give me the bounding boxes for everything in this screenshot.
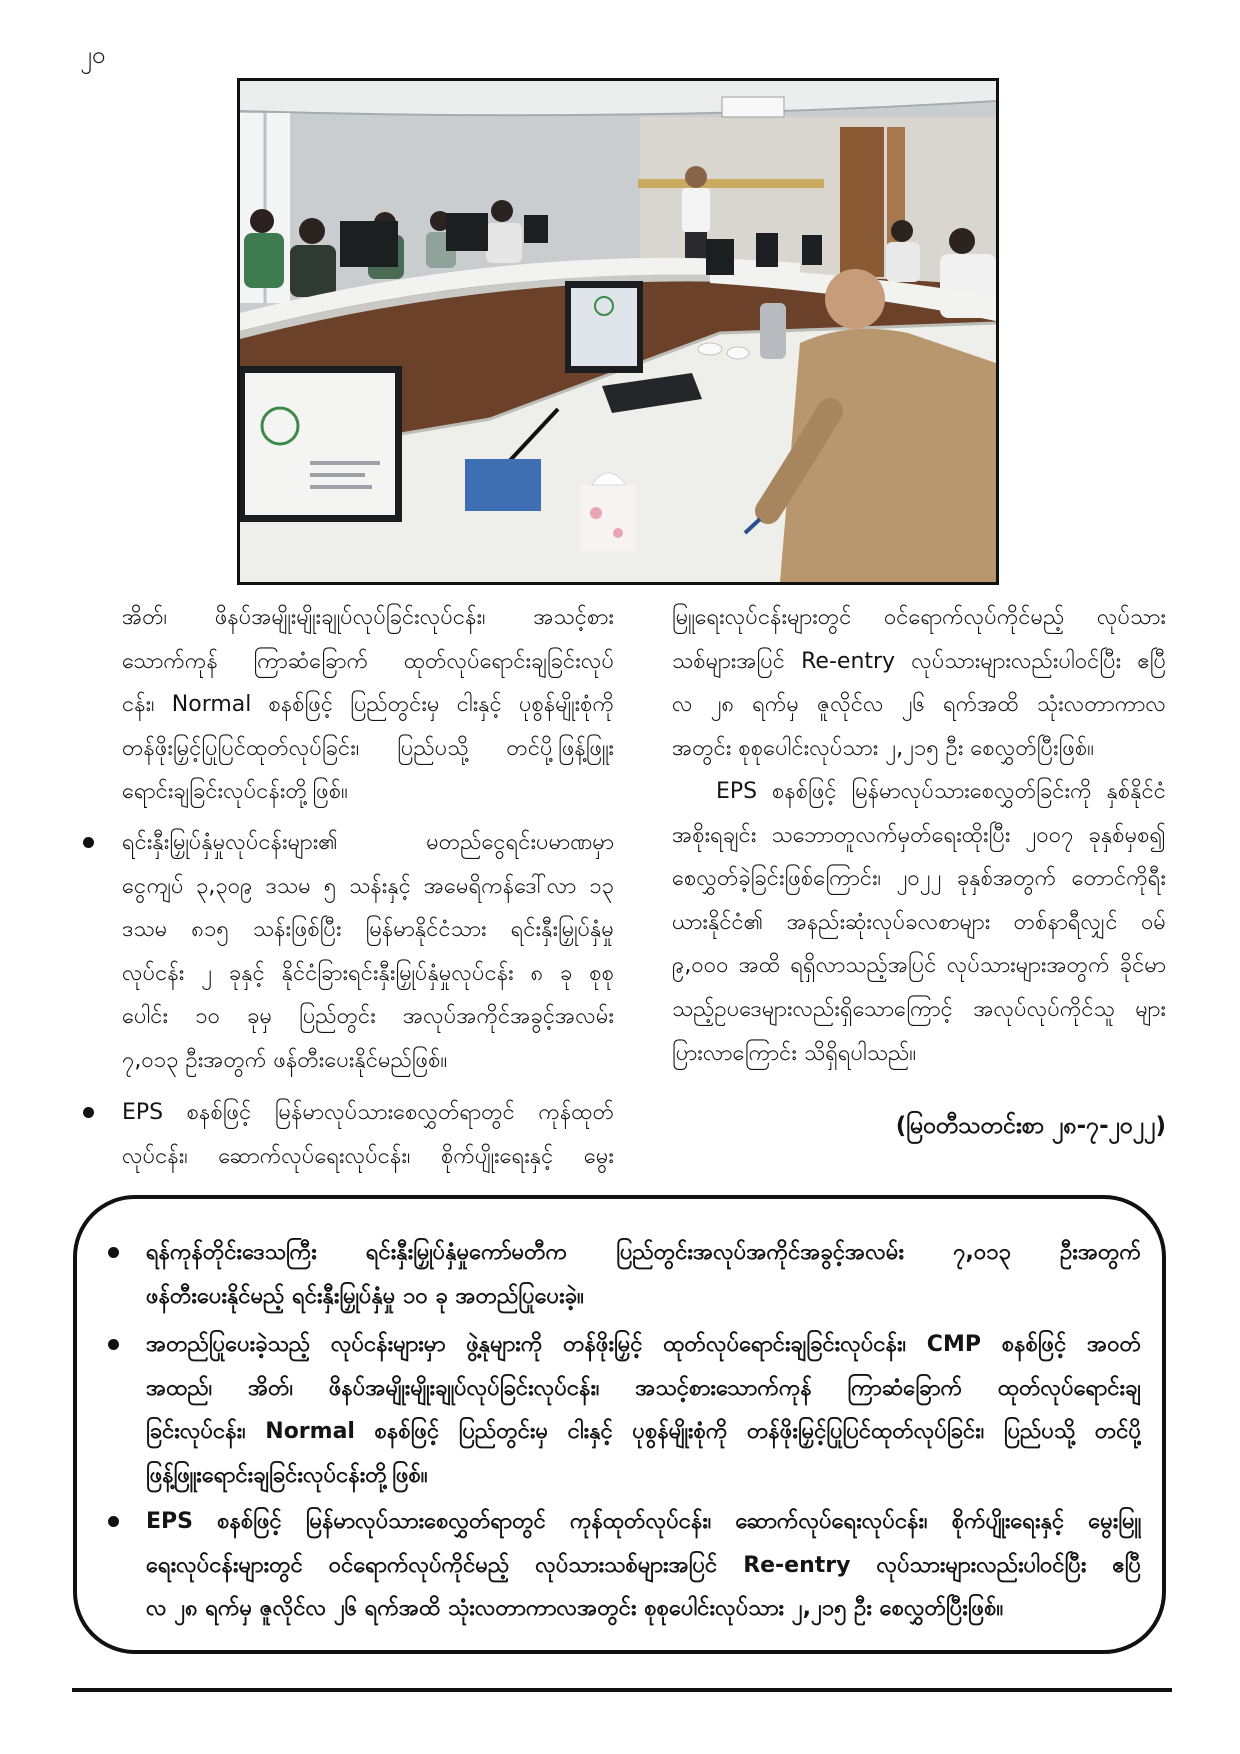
text-line: သောက်ကုန် ကြာဆံခြောက် ထုတ်လုပ်ရောင်းချခြင်းလုပ်: [122, 648, 614, 674]
summary-box: [73, 1195, 1166, 1654]
wood-door: [840, 127, 884, 277]
wall-sign: [638, 179, 824, 188]
front-monitor: [565, 281, 643, 373]
text-line: လုပ်ငန်း၊ ဆောက်လုပ်ရေးလုပ်ငန်း၊ စိုက်ပျိုးရေးနှင့် မွေး: [122, 1143, 614, 1169]
right-continued-paragraph: [672, 596, 1166, 770]
speaker: [682, 166, 710, 266]
text-line: ငွေကျပ် ၃,၃၀၉ ဒသမ ၅ သန်းနှင့် အမေရိကန်ဒေါ်လာ ၁၃: [122, 873, 614, 899]
text-line: ပေါင်း ၁၀ ခုမှ ပြည်တွင်း အလုပ်အကိုင်အခွင့်အလမ်း: [122, 1004, 614, 1030]
text-line: ၇,၀၁၃ ဦးအတွက် ဖန်တီးပေးနိုင်မည်ဖြစ်။: [122, 1047, 448, 1073]
bullet-item: [122, 1091, 614, 1178]
bullet-icon: [83, 837, 94, 848]
blue-box: [465, 459, 541, 511]
summary-bullet: [146, 1231, 1141, 1318]
text-line: လ ၂၈ ရက်မှ ဇူလိုင်လ ၂၆ ရက်အထိ သုံးလတာကာလအတွင်း စုစုပေါင်းလုပ်သား ၂,၂၁၅ ဦး စေလွှတ်ပြီးဖြစ်။: [146, 1596, 1004, 1622]
text-line: ရေးလုပ်ငန်းများတွင် ဝင်ရောက်လုပ်ကိုင်မည့် လုပ်သားသစ်များအပြင် Re-entry လုပ်သားများလည်းပါဝင်ပြီး ဧပြီ: [146, 1552, 1141, 1578]
summary-bullet: [146, 1323, 1141, 1497]
text-line: အထည်၊ အိတ်၊ ဖိနပ်အမျိုးမျိုးချုပ်လုပ်ခြင်းလုပ်ငန်း၊ အသင့်စားသောက်ကုန် ကြာဆံခြောက် ထုတ်လုပ်ရောင်းချ: [146, 1375, 1141, 1401]
text-line: ဒသမ ၈၁၅ သန်းဖြစ်ပြီး မြန်မာနိုင်ငံသား ရင်းနှီးမြှုပ်နှံမှု: [122, 917, 614, 943]
summary-bullet: [146, 1500, 1141, 1631]
text-line: ဖြန့်ဖြူးရောင်းချခြင်းလုပ်ငန်းတို့ဖြစ်။: [146, 1462, 428, 1488]
bullet-icon: [108, 1516, 119, 1527]
text-line: ၉,၀၀၀ အထိ ရရှိလာသည့်အပြင် လုပ်သားများအတွက် ခိုင်မာ: [672, 953, 1166, 979]
bullet-icon: [108, 1339, 119, 1350]
bullet-item: [122, 821, 614, 1083]
text-line: EPS စနစ်ဖြင့် မြန်မာလုပ်သားစေလွှတ်ခြင်းကို နှစ်နိုင်ငံ: [716, 779, 1166, 804]
left-intro-paragraph: [122, 596, 614, 814]
thermos: [760, 303, 786, 359]
text-line: သစ်များအပြင် Re-entry လုပ်သားများလည်းပါဝင်ပြီး ဧပြီ: [672, 648, 1166, 674]
text-line: အတည်ပြုပေးခဲ့သည့် လုပ်ငန်းများမှာ ဖွဲ့နုများကို တန်ဖိုးမြှင့် ထုတ်လုပ်ရောင်းချခြင်းလုပ်ငန်း၊ CMP စနစ်ဖြင့် အဝတ်: [146, 1332, 1141, 1357]
text-line: သည့်ဥပဒေများလည်းရှိသောကြောင့် အလုပ်လုပ်ကိုင်သူ များ: [672, 996, 1166, 1022]
text-line: အတွင်း စုစုပေါင်းလုပ်သား ၂,၂၁၅ ဦး စေလွှတ်ပြီးဖြစ်။: [672, 735, 1094, 761]
bullet-icon: [108, 1247, 119, 1258]
meeting-photo-illustration: [240, 81, 996, 582]
text-line: ရင်းနှီးမြှုပ်နှံမှုလုပ်ငန်းများ၏ မတည်ငွေရင်းပမာဏမှာ: [122, 830, 614, 855]
text-line: ဖန်တီးပေးနိုင်မည့် ရင်းနှီးမြှုပ်နှံမှု ၁၀ ခု အတည်ပြုပေးခဲ့။: [146, 1283, 584, 1309]
text-line: စေလွှတ်ခဲ့ခြင်းဖြစ်ကြောင်း၊ ၂၀၂၂ ခုနှစ်အတွက် တောင်ကိုရီး: [672, 866, 1166, 892]
text-line: EPS စနစ်ဖြင့် မြန်မာလုပ်သားစေလွှတ်ရာတွင် ကုန်ထုတ်လုပ်ငန်း၊ ဆောက်လုပ်ရေးလုပ်ငန်း၊ စိုက်ပျိုးရေးနှင့် မွေးမြူ: [146, 1509, 1141, 1534]
slide-monitor: [240, 366, 402, 522]
text-line: တန်ဖိုးမြှင့်ပြုပြင်ထုတ်လုပ်ခြင်း၊ ပြည်ပသို့ တင်ပို့ဖြန့်ဖြူး: [122, 735, 614, 761]
text-line: ယားနိုင်ငံ၏ အနည်းဆုံးလုပ်ခလစာများ တစ်နာရီလျှင် ဝမ်: [672, 909, 1166, 935]
text-line: အစိုးရချင်း သဘောတူလက်မှတ်ရေးထိုးပြီး ၂၀၀၇ ခုနှစ်မှစ၍: [672, 822, 1166, 848]
bottom-rule: [72, 1688, 1172, 1692]
text-line: ငန်း၊ Normal စနစ်ဖြင့် ပြည်တွင်းမှ ငါးနှင့် ပုစွန်မျိုးစုံကို: [122, 692, 614, 718]
text-line: မြူရေးလုပ်ငန်းများတွင် ဝင်ရောက်လုပ်ကိုင်မည့် လုပ်သား: [672, 605, 1166, 630]
text-line: အိတ်၊ ဖိနပ်အမျိုးမျိုးချုပ်လုပ်ခြင်းလုပ်ငန်း၊ အသင့်စား: [122, 605, 614, 630]
page-number: ၂၀: [80, 41, 106, 69]
text-line: ပြားလာကြောင်း သိရှိရပါသည်။: [672, 1040, 917, 1066]
text-line: ရောင်းချခြင်းလုပ်ငန်းတို့ဖြစ်။: [122, 779, 348, 805]
source-citation: (မြဝတီသတင်းစာ ၂၈-၇-၂၀၂၂): [895, 1113, 1166, 1139]
text-line: EPS စနစ်ဖြင့် မြန်မာလုပ်သားစေလွှတ်ရာတွင် ကုန်ထုတ်: [122, 1100, 614, 1125]
text-line: လုပ်ငန်း ၂ ခုနှင့် နိုင်ငံခြားရင်းနှီးမြှုပ်နှံမှုလုပ်ငန်း ၈ ခု စုစု: [122, 960, 614, 986]
meeting-photo: [237, 78, 999, 585]
text-line: ရန်ကုန်တိုင်းဒေသကြီး ရင်းနှီးမြှုပ်နှံမှုကော်မတီက ပြည်တွင်းအလုပ်အကိုင်အခွင့်အလမ်း ၇,၀၁၃ ဦးအတွက်: [146, 1240, 1141, 1265]
text-line: ခြင်းလုပ်ငန်း၊ Normal စနစ်ဖြင့် ပြည်တွင်းမှ ငါးနှင့် ပုစွန်မျိုးစုံကို တန်ဖိုးမြှင့်ပြုပြင်ထုတ်လုပ်ခြင်း၊ ပြည်ပသို့ တင်ပို့: [146, 1419, 1141, 1445]
air-conditioner: [722, 97, 784, 117]
right-paragraph: [672, 770, 1166, 1075]
bullet-icon: [83, 1107, 94, 1118]
text-line: လ ၂၈ ရက်မှ ဇူလိုင်လ ၂၆ ရက်အထိ သုံးလတာကာလ: [672, 692, 1166, 718]
